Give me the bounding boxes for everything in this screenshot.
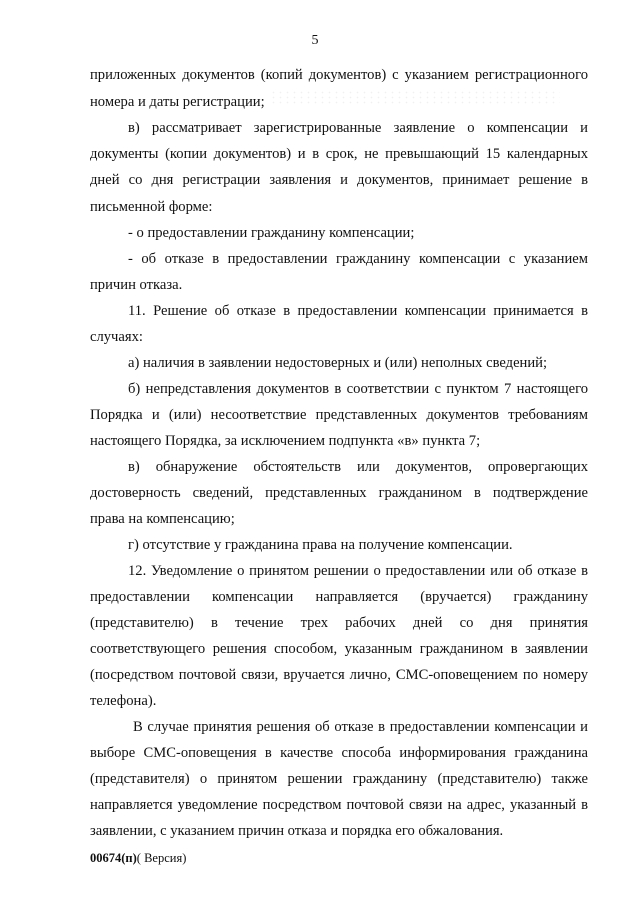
text-line: номера и даты регистрации; [90,94,265,110]
scan-noise [270,90,560,106]
text-line: 12. Уведомление о принятом решении о предоставлении или об отказе в [128,563,588,579]
text-line: а) наличия в заявлении недостоверных и (или) неполных сведений; [128,355,548,371]
text-line: дней со дня регистрации заявления и документов, принимает решение в [90,172,588,188]
text-line: - о предоставлении гражданину компенсации; [128,225,415,241]
text-line: 11. Решение об отказе в предоставлении компенсации принимается в [128,303,588,319]
text-line: - об отказе в предоставлении гражданину компенсации с указанием [128,251,588,267]
document-code: 00674(п) [90,851,137,865]
text-line: права на компенсацию; [90,511,235,527]
text-line: предоставлении компенсации направляется (вручается) гражданину [90,589,588,605]
document-footer [90,851,186,866]
text-line: телефона). [90,693,157,709]
text-line: письменной форме: [90,199,213,215]
text-line: настоящего Порядка, за исключением подпункта «в» пункта 7; [90,433,481,449]
text-line: г) отсутствие у гражданина права на получение компенсации. [128,537,513,553]
text-line: (представителя) о принятом решении гражданину (представителю) также [90,771,588,787]
text-line: причин отказа. [90,277,183,293]
text-line: заявлении, с указанием причин отказа и порядка его обжалования. [90,823,504,839]
text-line: выборе СМС-оповещения в качестве способа информирования гражданина [90,745,588,761]
text-line: направляется уведомление посредством почтовой связи на адрес, указанный в [90,797,588,813]
text-line: (представителю) в течение трех рабочих дней со дня принятия [90,615,588,631]
text-line: в) рассматривает зарегистрированные заявление о компенсации и [128,120,588,136]
text-line: б) непредставления документов в соответствии с пунктом 7 настоящего [128,381,588,397]
text-line: достоверность сведений, представленных гражданином в подтверждение [90,485,588,501]
text-line: приложенных документов (копий документов) с указанием регистрационного [90,67,588,83]
text-line: соответствующего решения способом, указанным гражданином в заявлении [90,641,588,657]
page-number: 5 [311,33,319,48]
text-line: В случае принятия решения об отказе в предоставлении компенсации и [133,719,588,735]
document-version: ( Версия) [136,851,187,865]
text-line: (посредством почтовой связи, вручается лично, СМС-оповещением по номеру [90,667,588,683]
text-line: документы (копии документов) и в срок, не превышающий 15 календарных [90,146,588,162]
text-line: в) обнаружение обстоятельств или документов, опровергающих [128,459,588,475]
text-line: Порядка и (или) несоответствие представленных документов требованиям [90,407,588,423]
text-line: случаях: [90,329,143,345]
